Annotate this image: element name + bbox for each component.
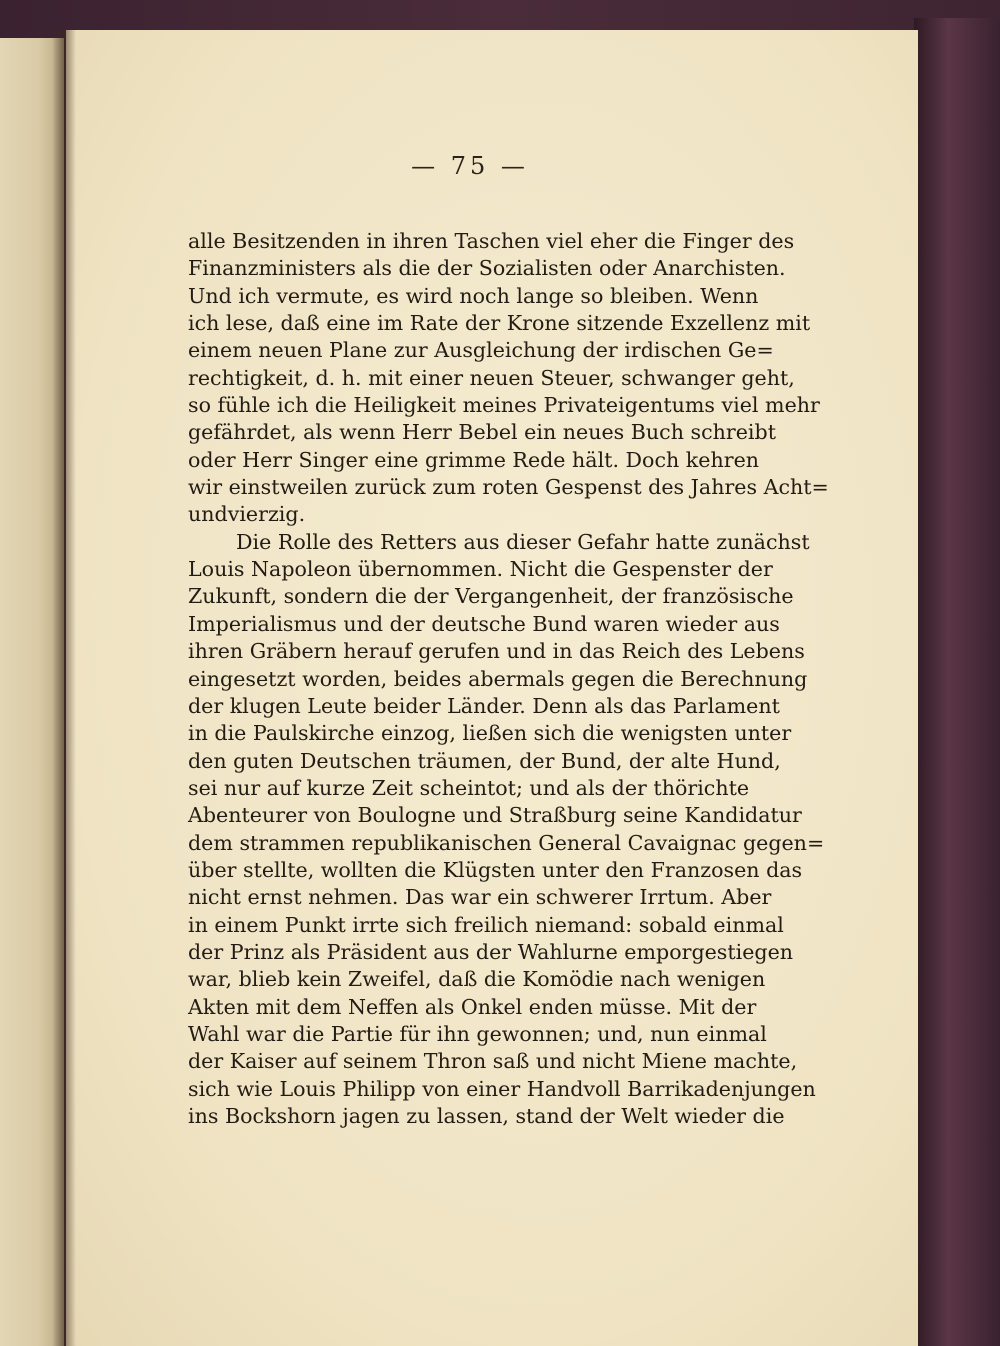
spine-shadow (52, 30, 76, 1346)
text-line: nicht ernst nehmen. Das war ein schwerer Irrtum. Aber (188, 885, 772, 910)
text-line: sich wie Louis Philipp von einer Handvoll Barrikadenjungen (188, 1076, 816, 1101)
text-line: sei nur auf kurze Zeit scheintot; und als der thörichte (188, 775, 750, 800)
text-line: ins Bockshorn jagen zu lassen, stand der Welt wieder die (188, 1104, 785, 1128)
text-line: in die Paulskirche einzog, ließen sich die wenigsten unter (188, 721, 792, 746)
text-line: Wahl war die Partie für ihn gewonnen; und, nun einmal (188, 1021, 767, 1046)
text-line: rechtigkeit, d. h. mit einer neuen Steuer, schwanger geht, (188, 365, 795, 390)
cover-edge (914, 18, 1000, 1346)
text-line: Zukunft, sondern die der Vergangenheit, der französische (188, 584, 794, 609)
text-line: eingesetzt worden, beides abermals gegen die Berechnung (188, 666, 808, 691)
body-text (188, 228, 829, 1130)
text-line: einem neuen Plane zur Ausgleichung der irdischen Ge= (188, 338, 774, 363)
text-line: Imperialismus und der deutsche Bund waren wieder aus (188, 611, 780, 636)
text-line: Finanzministers als die der Sozialisten oder Anarchisten. (188, 256, 786, 281)
text-line: ich lese, daß eine im Rate der Krone sitzende Exzellenz mit (188, 311, 811, 336)
text-line: Abenteurer von Boulogne und Straßburg seine Kandidatur (188, 803, 802, 828)
text-line: der Kaiser auf seinem Thron saß und nicht Miene machte, (188, 1049, 798, 1074)
page-number: — 75 — (411, 152, 529, 180)
text-line: gefährdet, als wenn Herr Bebel ein neues Buch schreibt (188, 420, 776, 445)
text-line: wir einstweilen zurück zum roten Gespenst des Jahres Acht= (188, 475, 829, 500)
text-line: Und ich vermute, es wird noch lange so bleiben. Wenn (188, 283, 759, 308)
text-line: den guten Deutschen träumen, der Bund, der alte Hund, (188, 748, 781, 773)
text-line: Louis Napoleon übernommen. Nicht die Gespenster der (188, 557, 773, 582)
text-line: undvierzig. (188, 502, 306, 527)
text-line: war, blieb kein Zweifel, daß die Komödie nach wenigen (188, 967, 766, 992)
text-line: über stellte, wollten die Klügsten unter den Franzosen das (188, 857, 803, 882)
text-line: alle Besitzenden in ihren Taschen viel eher die Finger des (188, 229, 795, 253)
text-line: ihren Gräbern herauf gerufen und in das Reich des Lebens (188, 639, 805, 664)
text-line: so fühle ich die Heiligkeit meines Privateigentums viel mehr (188, 393, 820, 418)
text-line: Akten mit dem Neffen als Onkel enden müsse. Mit der (188, 994, 757, 1019)
text-line: der klugen Leute beider Länder. Denn als das Parlament (188, 693, 780, 718)
text-line: Die Rolle des Retters aus dieser Gefahr hatte zunächst (236, 529, 810, 554)
text-line: oder Herr Singer eine grimme Rede hält. Doch kehren (188, 447, 760, 472)
text-line: dem strammen republikanischen General Cavaignac gegen= (188, 830, 825, 855)
text-line: der Prinz als Präsident aus der Wahlurne emporgestiegen (188, 939, 794, 964)
text-line: in einem Punkt irrte sich freilich niemand: sobald einmal (188, 912, 784, 937)
